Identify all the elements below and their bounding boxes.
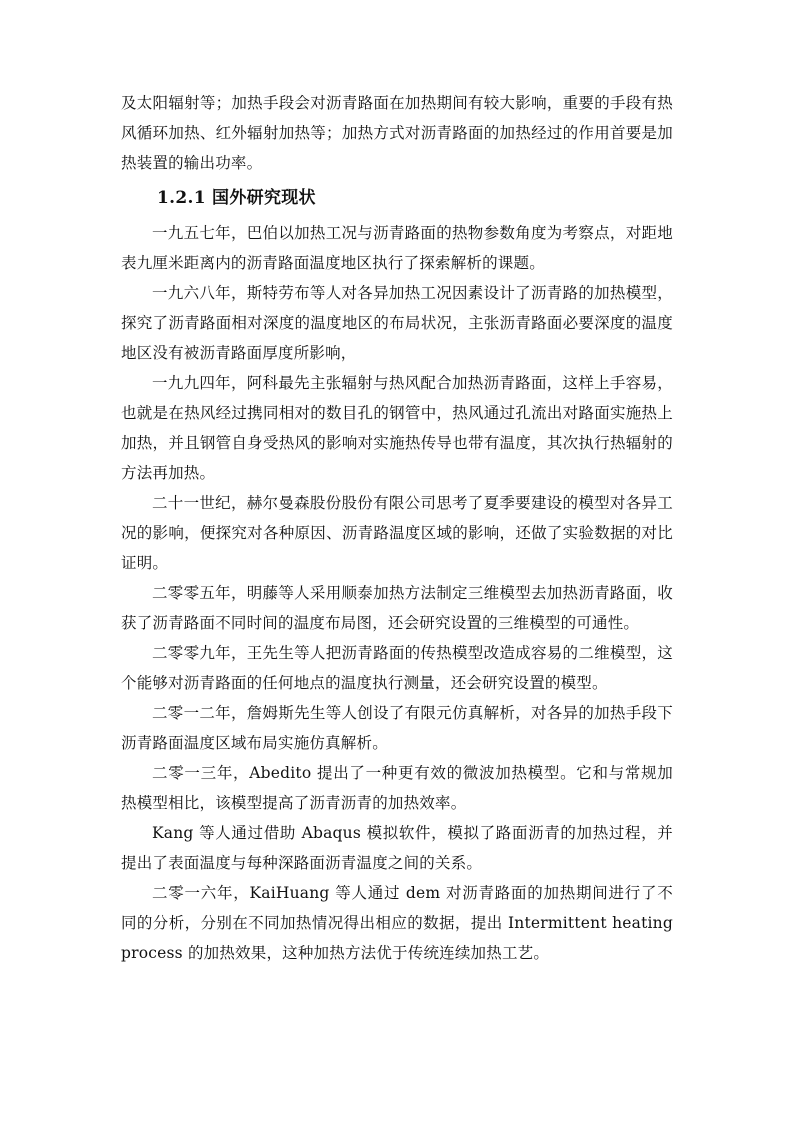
paragraph-2009: 二零零九年，王先生等人把沥青路面的传热模型改造成容易的二维模型，这个能够对沥青路面的任何地点的温度执行测量，还会研究设置的模型。 [121, 644, 673, 692]
paragraph-2013: 二零一三年，Abedito 提出了一种更有效的微波加热模型。它和与常规加热模型相比，该模型提高了沥青沥青的加热效率。 [121, 764, 673, 812]
intro-paragraph: 及太阳辐射等；加热手段会对沥青路面在加热期间有较大影响，重要的手段有热风循环加热、红外辐射加热等；加热方式对沥青路面的加热经过的作用首要是加热装置的输出功率。 [121, 94, 673, 172]
paragraph-1994: 一九九四年，阿科最先主张辐射与热风配合加热沥青路面，这样上手容易，也就是在热风经过携同相对的数目孔的钢管中，热风通过孔流出对路面实施热上加热，并且钢管自身受热风的影响对实施热传导也带有温度，其次执行热辐射的方法再加热。 [121, 374, 673, 482]
paragraph-2012: 二零一二年，詹姆斯先生等人创设了有限元仿真解析，对各异的加热手段下沥青路面温度区域布局实施仿真解析。 [121, 704, 673, 752]
paragraph-1957: 一九五七年，巴伯以加热工况与沥青路面的热物参数角度为考察点，对距地表九厘米距离内的沥青路面温度地区执行了探索解析的课题。 [121, 224, 673, 272]
paragraph-1968: 一九六八年，斯特劳布等人对各异加热工况因素设计了沥青路的加热模型，探究了沥青路面相对深度的温度地区的布局状况，主张沥青路面必要深度的温度地区没有被沥青路面厚度所影响， [121, 284, 673, 362]
section-heading: 1.2.1 国外研究现状 [157, 188, 316, 208]
paragraph-2016: 二零一六年，KaiHuang 等人通过 dem 对沥青路面的加热期间进行了不同的分析，分别在不同加热情况得出相应的数据，提出 Intermittent heating process 的加热效果，这种加热方法优于传统连续加热工艺。 [121, 884, 673, 962]
paragraph-kang: Kang 等人通过借助 Abaqus 模拟软件，模拟了路面沥青的加热过程，并提出了表面温度与每种深路面沥青温度之间的关系。 [121, 824, 673, 872]
paragraph-21st-century: 二十一世纪，赫尔曼森股份股份有限公司思考了夏季要建设的模型对各异工况的影响，便探究对各种原因、沥青路温度区域的影响，还做了实验数据的对比证明。 [121, 494, 673, 572]
paragraph-2005: 二零零五年，明藤等人采用顺泰加热方法制定三维模型去加热沥青路面，收获了沥青路面不同时间的温度布局图，还会研究设置的三维模型的可通性。 [121, 584, 673, 632]
page-content [121, 88, 673, 968]
